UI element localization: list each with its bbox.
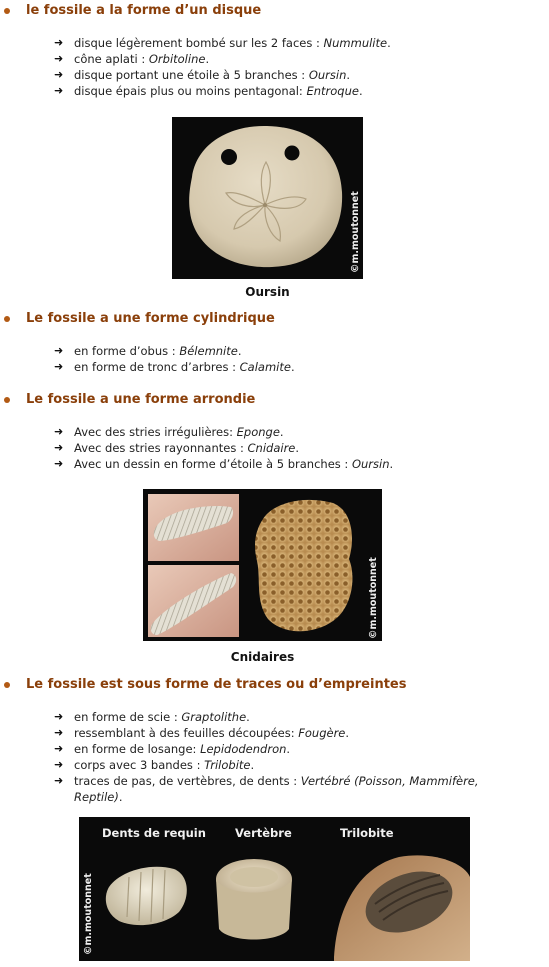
list-item: ➜ Avec des stries rayonnantes : Cnidaire. <box>54 441 300 455</box>
list-item: ➜ Avec des stries irrégulières: Eponge. <box>54 425 284 439</box>
watermark: ©m.moutonnet <box>350 191 361 273</box>
section-title: le fossile a la forme d’un disque <box>26 3 262 18</box>
list-item: ➜ en forme de tronc d’arbres : Calamite. <box>54 360 295 374</box>
arrow-right-icon: ➜ <box>54 344 64 357</box>
bullet-icon <box>4 316 10 322</box>
oursin-photo <box>172 117 363 279</box>
watermark: ©m.moutonnet <box>368 557 379 639</box>
item-list <box>54 709 534 805</box>
section-title: Le fossile est sous forme de traces ou d’empreintes <box>26 677 407 692</box>
arrow-right-icon: ➜ <box>54 758 64 771</box>
item-list <box>54 343 534 375</box>
arrow-right-icon: ➜ <box>54 774 64 787</box>
section-title: Le fossile a une forme arrondie <box>26 392 256 407</box>
section-heading-traces <box>0 677 406 692</box>
figure-caption-cnidaires: Cnidaires <box>230 650 295 664</box>
section-heading-disque <box>0 3 261 18</box>
list-item: ➜ Avec un dessin en forme d’étoile à 5 branches : Oursin. <box>54 457 394 471</box>
arrow-right-icon: ➜ <box>54 360 64 373</box>
traces-label-vertebre: Vertèbre <box>235 826 292 840</box>
item-list <box>54 424 534 472</box>
list-item: ➜ en forme de losange: Lepidodendron. <box>54 742 291 756</box>
traces-label-trilobite: Trilobite <box>340 826 394 840</box>
list-item: ➜ disque portant une étoile à 5 branches : Oursin. <box>54 68 351 82</box>
cnidaires-photo <box>143 489 382 641</box>
section-title: Le fossile a une forme cylindrique <box>26 311 275 326</box>
traces-label-dents: Dents de requin <box>102 826 206 840</box>
bullet-icon <box>4 397 10 403</box>
bullet-icon <box>4 682 10 688</box>
list-item: ➜ disque légèrement bombé sur les 2 faces : Nummulite. <box>54 36 391 50</box>
arrow-right-icon: ➜ <box>54 441 64 454</box>
watermark: ©m.moutonnet <box>83 873 94 955</box>
list-item: ➜ cône aplati : Orbitoline. <box>54 52 210 66</box>
arrow-right-icon: ➜ <box>54 68 64 81</box>
arrow-right-icon: ➜ <box>54 710 64 723</box>
list-item: ➜ disque épais plus ou moins pentagonal: Entroque. <box>54 84 363 98</box>
item-list <box>54 35 534 99</box>
figure-caption-oursin: Oursin <box>245 285 290 299</box>
arrow-right-icon: ➜ <box>54 36 64 49</box>
list-item: ➜ en forme de scie : Graptolithe. <box>54 710 250 724</box>
arrow-right-icon: ➜ <box>54 726 64 739</box>
list-item: ➜ en forme d’obus : Bélemnite. <box>54 344 242 358</box>
arrow-right-icon: ➜ <box>54 84 64 97</box>
section-heading-arrondie <box>0 392 255 407</box>
bullet-icon <box>4 8 10 14</box>
list-item: ➜ corps avec 3 bandes : Trilobite. <box>54 758 255 772</box>
arrow-right-icon: ➜ <box>54 457 64 470</box>
arrow-right-icon: ➜ <box>54 742 64 755</box>
list-item: ➜ ressemblant à des feuilles découpées: Fougère. <box>54 726 350 740</box>
section-heading-cylindrique <box>0 311 275 326</box>
arrow-right-icon: ➜ <box>54 425 64 438</box>
list-item: ➜ traces de pas, de vertèbres, de dents : Vertébré (Poisson, Mammifère, Reptile). <box>54 774 479 804</box>
arrow-right-icon: ➜ <box>54 52 64 65</box>
